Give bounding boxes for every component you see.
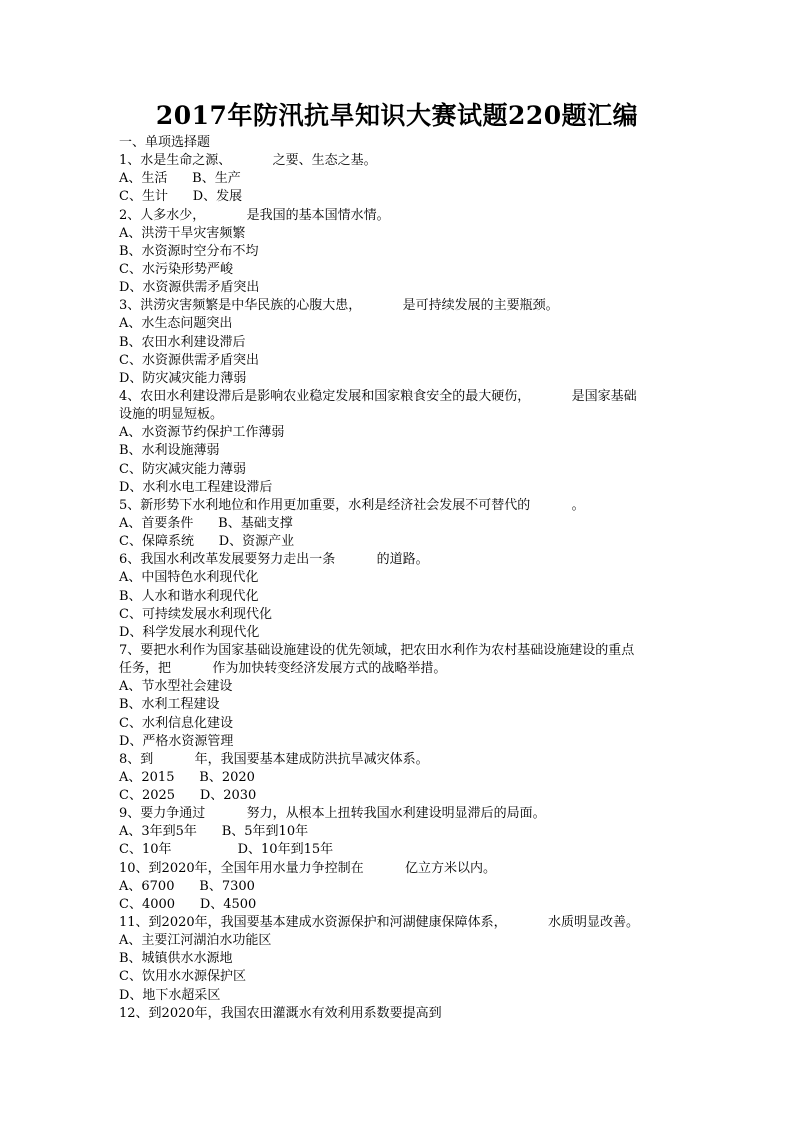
text-line: D、水利水电工程建设滞后 bbox=[119, 479, 273, 495]
text-line: B、水资源时空分布不均 bbox=[119, 243, 259, 259]
text-line: 11、到2020年，我国要基本建成水资源保护和河湖健康保障体系， 水质明显改善。 bbox=[119, 915, 639, 931]
text-line: 任务，把 作为加快转变经济发展方式的战略举措。 bbox=[119, 661, 447, 677]
text-line: 7、要把水利作为国家基础设施建设的优先领域，把农田水利作为农村基础设施建设的重点 bbox=[119, 642, 635, 658]
text-line: 10、到2020年，全国年用水量力争控制在 亿立方米以内。 bbox=[119, 860, 496, 876]
text-line: B、城镇供水水源地 bbox=[119, 951, 233, 967]
text-line: A、3年到5年 B、5年到10年 bbox=[119, 824, 309, 840]
text-line: A、水资源节约保护工作薄弱 bbox=[119, 425, 285, 441]
text-line: C、水资源供需矛盾突出 bbox=[119, 352, 259, 368]
text-line: A、中国特色水利现代化 bbox=[119, 570, 259, 586]
text-line: D、严格水资源管理 bbox=[119, 733, 234, 749]
text-line: C、水利信息化建设 bbox=[119, 715, 233, 731]
text-line: 6、我国水利改革发展要努力走出一条 的道路。 bbox=[119, 552, 429, 568]
text-line: B、人水和谐水利现代化 bbox=[119, 588, 259, 604]
text-line: 3、洪涝灾害频繁是中华民族的心腹大患， 是可持续发展的主要瓶颈。 bbox=[119, 298, 559, 314]
text-line: B、水利工程建设 bbox=[119, 697, 220, 713]
text-line: B、农田水利建设滞后 bbox=[119, 334, 246, 350]
text-line: 1、水是生命之源、 之要、生态之基。 bbox=[119, 153, 377, 169]
text-line: 4、农田水利建设滞后是影响农业稳定发展和国家粮食安全的最大硬伤， 是国家基础 bbox=[119, 388, 637, 404]
text-line: D、地下水超采区 bbox=[119, 987, 221, 1003]
text-line: C、2025 D、2030 bbox=[119, 788, 257, 804]
text-line: C、10年 D、10年到15年 bbox=[119, 842, 334, 858]
text-line: A、节水型社会建设 bbox=[119, 679, 233, 695]
text-line: A、水生态问题突出 bbox=[119, 316, 233, 332]
text-line: 9、要力争通过 努力，从根本上扭转我国水利建设明显滞后的局面。 bbox=[119, 806, 546, 822]
document-title: 2017年防汛抗旱知识大赛试题220题汇编 bbox=[155, 101, 639, 130]
text-line: C、水污染形势严峻 bbox=[119, 261, 233, 277]
text-line: B、水利设施薄弱 bbox=[119, 443, 220, 459]
text-line: 5、新形势下水利地位和作用更加重要，水利是经济社会发展不可替代的 。 bbox=[119, 497, 585, 513]
text-line: A、洪涝干旱灾害频繁 bbox=[119, 225, 246, 241]
text-line: A、首要条件 B、基础支撑 bbox=[119, 515, 293, 531]
text-line: A、生活 B、生产 bbox=[119, 171, 241, 187]
text-line: C、防灾减灾能力薄弱 bbox=[119, 461, 246, 477]
text-line: C、4000 D、4500 bbox=[119, 896, 257, 912]
text-line: C、生计 D、发展 bbox=[119, 189, 243, 205]
question-list bbox=[119, 134, 684, 1023]
text-line: 8、到 年，我国要基本建成防洪抗旱减灾体系。 bbox=[119, 751, 429, 767]
text-line: D、防灾减灾能力薄弱 bbox=[119, 370, 247, 386]
text-line: 12、到2020年，我国农田灌溉水有效利用系数要提高到 bbox=[119, 1005, 442, 1021]
text-line: A、主要江河湖泊水功能区 bbox=[119, 933, 272, 949]
text-line: A、2015 B、2020 bbox=[119, 769, 255, 785]
text-line: 设施的明显短板。 bbox=[119, 407, 224, 423]
text-line: 一、单项选择题 bbox=[119, 135, 211, 150]
text-line: C、可持续发展水利现代化 bbox=[119, 606, 272, 622]
text-line: C、饮用水水源保护区 bbox=[119, 969, 246, 985]
text-line: D、科学发展水利现代化 bbox=[119, 624, 260, 640]
text-line: 2、人多水少， 是我国的基本国情水情。 bbox=[119, 207, 390, 223]
text-line: D、水资源供需矛盾突出 bbox=[119, 280, 260, 296]
text-line: C、保障系统 D、资源产业 bbox=[119, 534, 295, 550]
text-line: A、6700 B、7300 bbox=[119, 878, 255, 894]
